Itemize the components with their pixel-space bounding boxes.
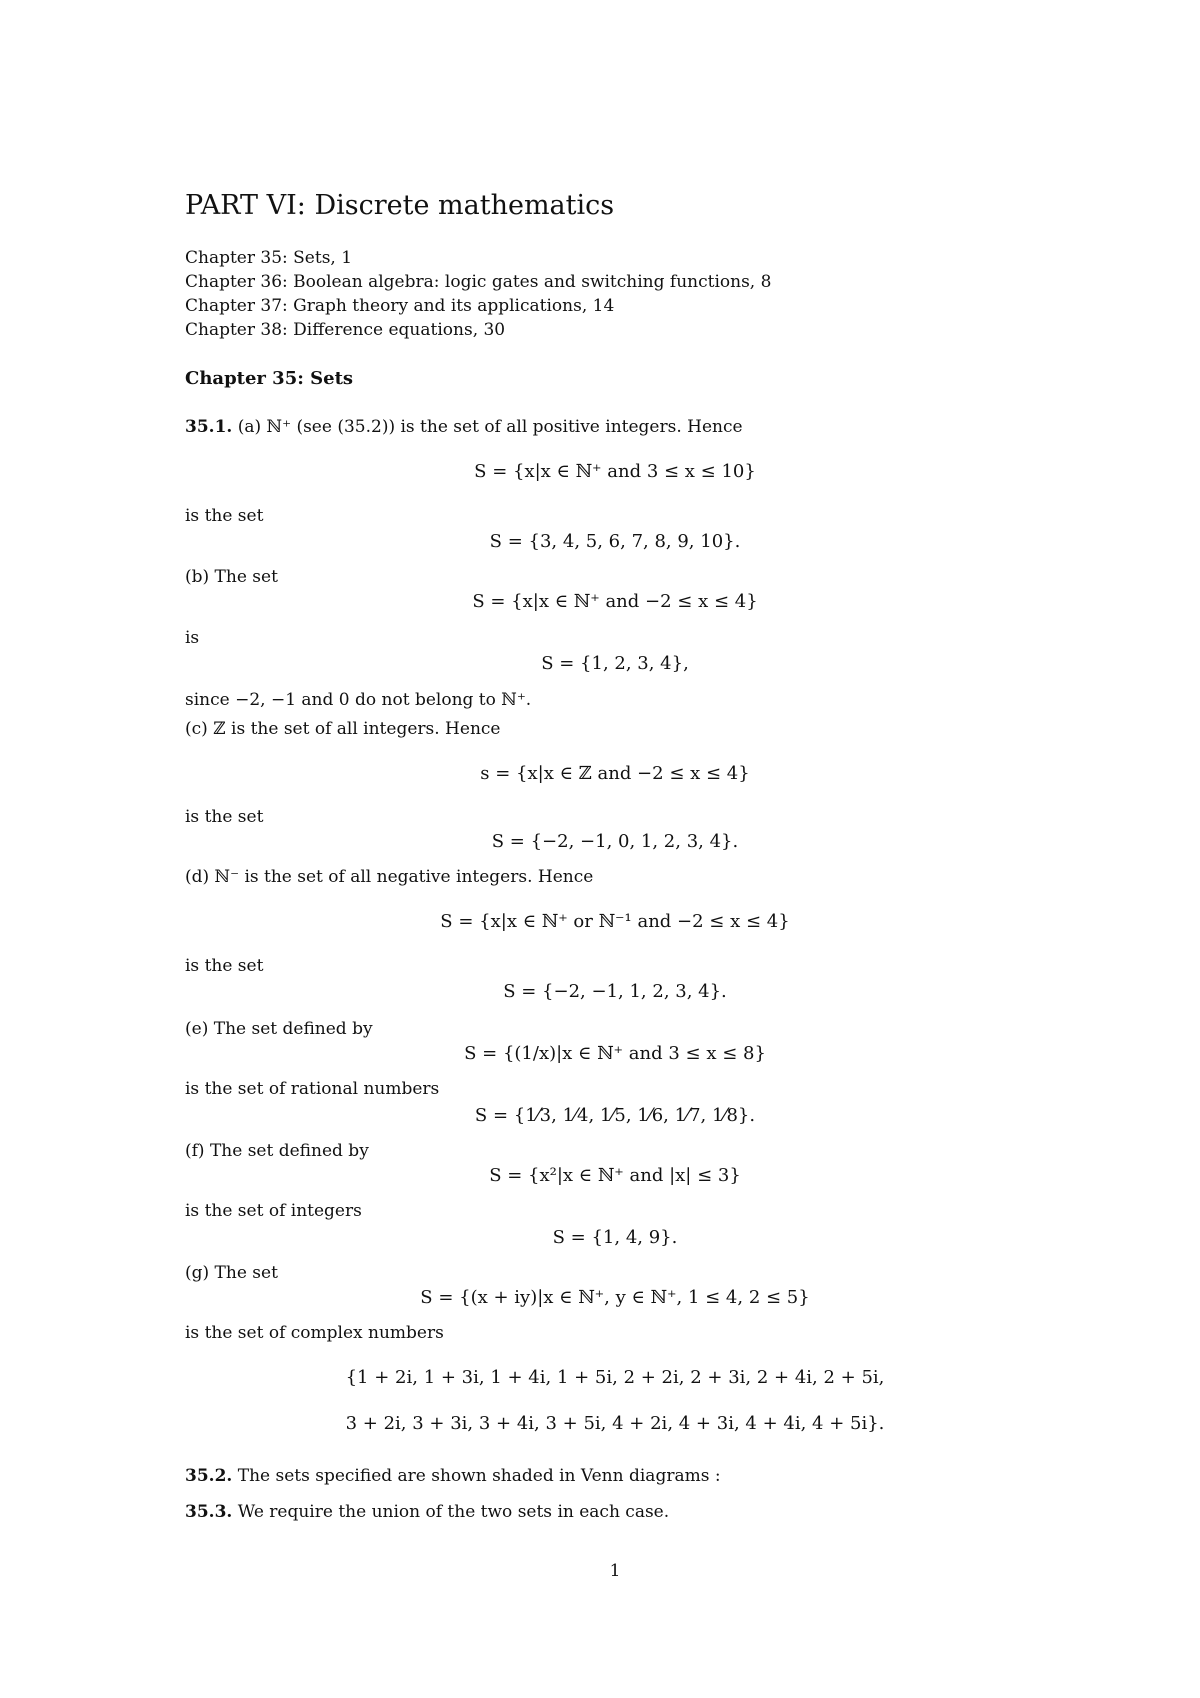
text-35-1-b-2: is [185, 628, 200, 648]
text-35-1-a-intro: (a) ℕ⁺ (see (35.2)) is the set of all positive integers. Hence [237, 417, 743, 437]
text-35-2: The sets specified are shown shaded in Venn diagrams : [237, 1466, 721, 1486]
equation-35-1-b-2: S = {1, 2, 3, 4}, [541, 653, 689, 674]
chapter-heading: Chapter 35: Sets [185, 368, 354, 389]
text-35-1-g-2: is the set of complex numbers [185, 1323, 444, 1343]
equation-35-1-g-2: {1 + 2i, 1 + 3i, 1 + 4i, 1 + 5i, 2 + 2i, 2 + 3i, 2 + 4i, 2 + 5i, [345, 1367, 885, 1388]
text-35-1-e-1: (e) The set defined by [185, 1019, 373, 1039]
text-35-1-d-1: (d) ℕ⁻ is the set of all negative integers. Hence [185, 867, 594, 887]
problem-label-35-1: 35.1. [185, 417, 233, 437]
page-number: 1 [609, 1561, 621, 1581]
equation-35-1-c-2: S = {−2, −1, 0, 1, 2, 3, 4}. [491, 831, 739, 852]
equation-35-1-a-1: S = {x|x ∈ ℕ⁺ and 3 ≤ x ≤ 10} [474, 461, 756, 482]
equation-35-1-d-2: S = {−2, −1, 1, 2, 3, 4}. [503, 981, 727, 1002]
text-35-1-a-2: is the set [185, 506, 264, 526]
equation-35-1-g-3: 3 + 2i, 3 + 3i, 3 + 4i, 3 + 5i, 4 + 2i, 4 + 3i, 4 + 4i, 4 + 5i}. [345, 1413, 885, 1434]
equation-35-1-c-1: s = {x|x ∈ ℤ and −2 ≤ x ≤ 4} [480, 763, 750, 784]
paragraph-35-1-intro [185, 416, 743, 438]
text-35-1-f-1: (f) The set defined by [185, 1141, 369, 1161]
toc-entry-chapter-38: Chapter 38: Difference equations, 30 [185, 320, 506, 340]
equation-35-1-g-1: S = {(x + iy)|x ∈ ℕ⁺, y ∈ ℕ⁺, 1 ≤ 4, 2 ≤ 5} [420, 1287, 810, 1308]
text-35-1-b-1: (b) The set [185, 567, 278, 587]
equation-35-1-e-2: S = {1⁄3, 1⁄4, 1⁄5, 1⁄6, 1⁄7, 1⁄8}. [474, 1105, 756, 1126]
problem-label-35-2: 35.2. [185, 1466, 233, 1486]
equation-35-1-f-2: S = {1, 4, 9}. [552, 1227, 678, 1248]
equation-35-1-b-1: S = {x|x ∈ ℕ⁺ and −2 ≤ x ≤ 4} [472, 591, 758, 612]
text-35-1-e-2: is the set of rational numbers [185, 1079, 440, 1099]
text-35-1-c-1: (c) ℤ is the set of all integers. Hence [185, 719, 501, 739]
text-35-1-f-2: is the set of integers [185, 1201, 362, 1221]
problem-label-35-3: 35.3. [185, 1502, 233, 1522]
text-35-1-b-3: since −2, −1 and 0 do not belong to ℕ⁺. [185, 690, 532, 710]
toc-entry-chapter-37: Chapter 37: Graph theory and its applications, 14 [185, 296, 615, 316]
toc-entry-chapter-35: Chapter 35: Sets, 1 [185, 248, 353, 268]
equation-35-1-f-1: S = {x²|x ∈ ℕ⁺ and |x| ≤ 3} [489, 1165, 741, 1186]
text-35-1-g-1: (g) The set [185, 1263, 278, 1283]
paragraph-35-3 [185, 1501, 669, 1523]
part-title: PART VI: Discrete mathematics [185, 190, 615, 221]
toc-entry-chapter-36: Chapter 36: Boolean algebra: logic gates and switching functions, 8 [185, 272, 772, 292]
equation-35-1-e-1: S = {(1/x)|x ∈ ℕ⁺ and 3 ≤ x ≤ 8} [464, 1043, 766, 1064]
equation-35-1-a-2: S = {3, 4, 5, 6, 7, 8, 9, 10}. [489, 531, 741, 552]
equation-35-1-d-1: S = {x|x ∈ ℕ⁺ or ℕ⁻¹ and −2 ≤ x ≤ 4} [440, 911, 790, 932]
paragraph-35-2 [185, 1465, 721, 1487]
text-35-1-c-2: is the set [185, 807, 264, 827]
text-35-3: We require the union of the two sets in each case. [237, 1502, 670, 1522]
text-35-1-d-2: is the set [185, 956, 264, 976]
